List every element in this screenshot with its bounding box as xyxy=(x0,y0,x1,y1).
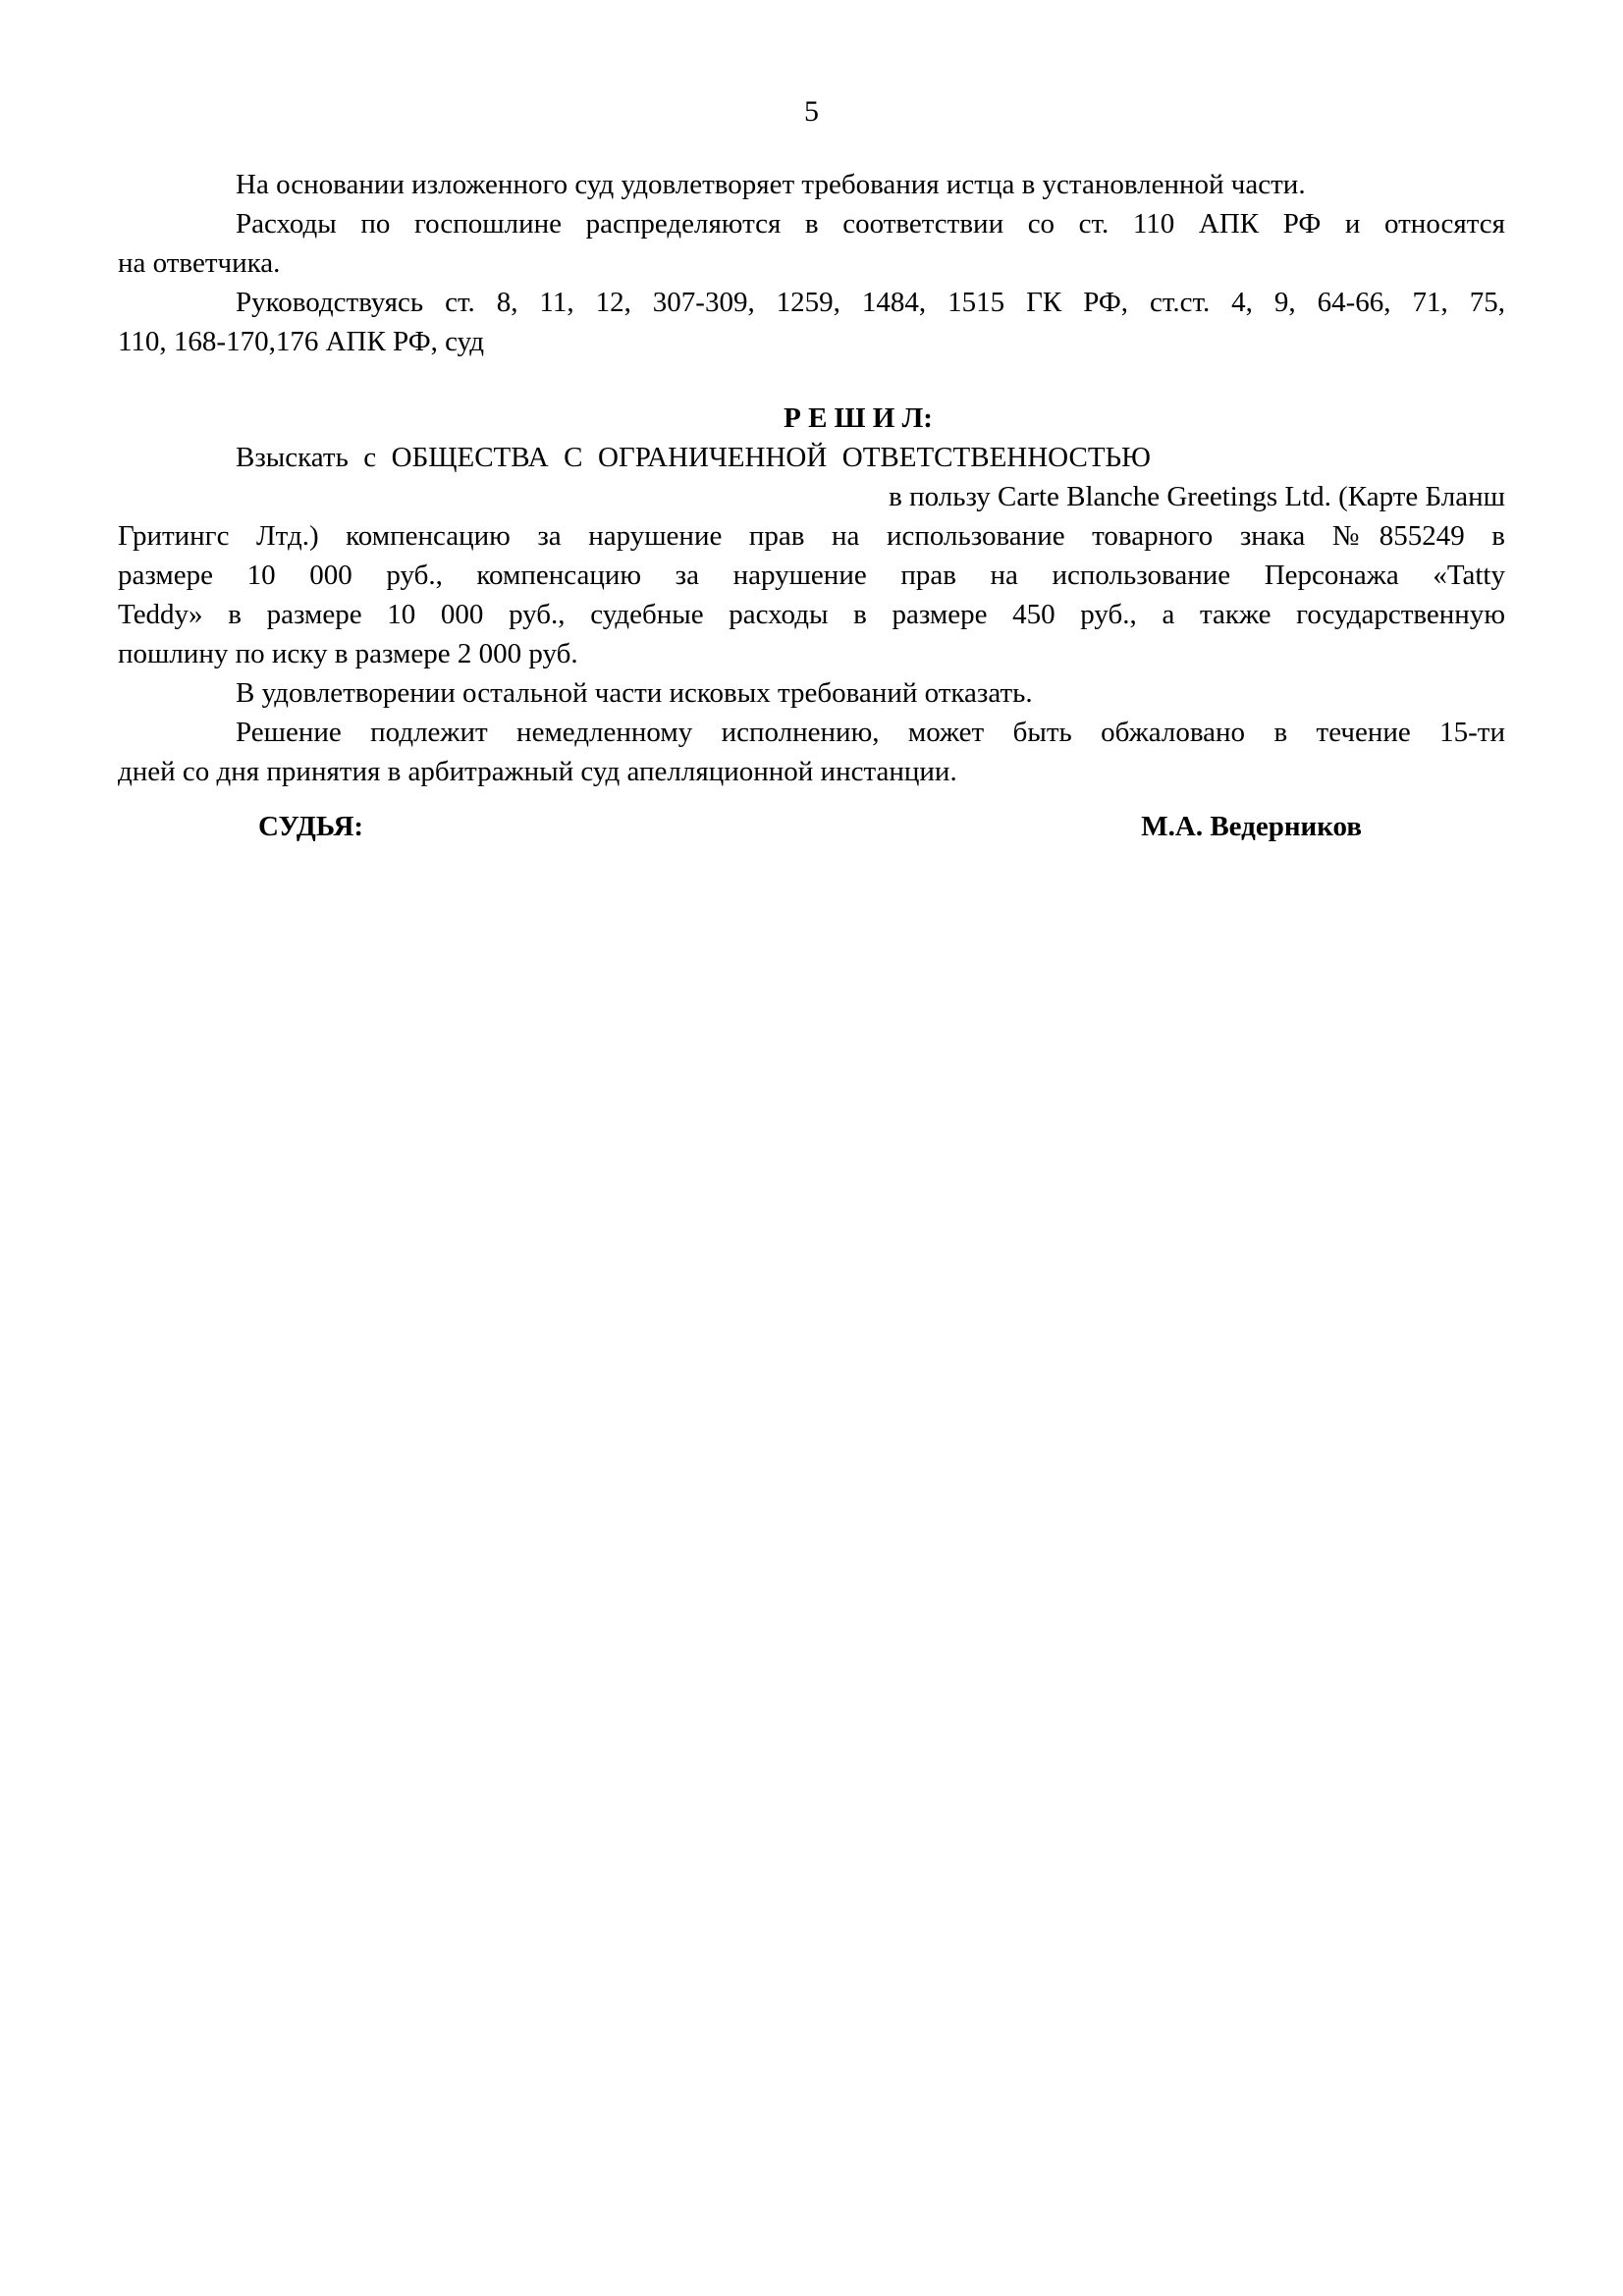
paragraph-line: дней со дня принятия в арбитражный суд апелляционной инстанции. xyxy=(118,756,957,787)
judge-name: М.А. Ведерников xyxy=(1141,811,1362,842)
paragraph-line: Teddy» в размере 10 000 руб., судебные расходы в размере 450 руб., а также государственную xyxy=(118,599,1505,630)
paragraph-line: В удовлетворении остальной части исковых требований отказать. xyxy=(236,677,1033,709)
judge-label: СУДЬЯ: xyxy=(258,811,364,842)
paragraph-line: Решение подлежит немедленному исполнению, может быть обжаловано в течение 15-ти xyxy=(236,717,1505,748)
page-number: 5 xyxy=(804,95,819,128)
paragraph-line: пошлину по иску в размере 2 000 руб. xyxy=(118,638,578,669)
paragraph-line: на ответчика. xyxy=(118,247,281,279)
paragraph-line: 110, 168-170,176 АПК РФ, суд xyxy=(118,326,485,357)
paragraph-line: На основании изложенного суд удовлетворяет требования истца в установленной части. xyxy=(236,169,1306,200)
document-body xyxy=(118,165,1505,846)
paragraph-line: размере 10 000 руб., компенсацию за нарушение прав на использование Персонажа «Tatty xyxy=(118,560,1505,591)
paragraph-line: в пользу Carte Blanche Greetings Ltd. (Карте Бланш xyxy=(889,481,1505,512)
paragraph-line: Взыскать с ОБЩЕСТВА С ОГРАНИЧЕННОЙ ОТВЕТСТВЕННОСТЬЮ xyxy=(236,442,1151,473)
signature-row xyxy=(118,807,1505,846)
paragraph-line: Гритингс Лтд.) компенсацию за нарушение прав на использование товарного знака №855249 в xyxy=(118,520,1505,552)
paragraph-line: Расходы по госпошлине распределяются в соответствии со ст. 110 АПК РФ и относятся xyxy=(236,208,1505,240)
paragraph-line: Руководствуясь ст. 8, 11, 12, 307-309, 1259, 1484, 1515 ГК РФ, ст.ст. 4, 9, 64-66, 71, 75, xyxy=(236,287,1505,318)
decision-heading: Р Е Ш И Л: xyxy=(784,402,933,434)
